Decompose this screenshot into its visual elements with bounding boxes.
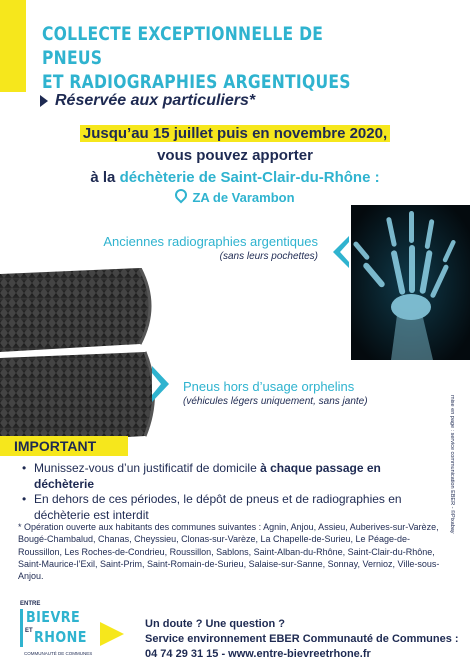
xray-note: (sans leurs pochettes) bbox=[219, 251, 318, 262]
date-highlight: Jusqu’au 15 juillet puis en novembre 2020, bbox=[80, 125, 390, 142]
bullet-2-text: En dehors de ces périodes, le dépôt de pneus et de radiographies en déchèterie est interdit bbox=[34, 492, 402, 522]
xray-hand-image bbox=[351, 205, 470, 360]
yellow-strip bbox=[0, 0, 26, 92]
page-title bbox=[42, 22, 370, 94]
important-banner bbox=[0, 436, 128, 456]
logo-top: ENTRE bbox=[20, 601, 41, 607]
chevron-right-icon bbox=[152, 366, 169, 402]
location bbox=[0, 190, 470, 205]
contact-question: Un doute ? Une question ? bbox=[145, 618, 285, 630]
logo-tagline: COMMUNAUTÉ DE COMMUNES bbox=[24, 651, 93, 656]
tires-note: (véhicules légers uniquement, sans jante) bbox=[183, 396, 368, 407]
title-line-2: ET RADIOGRAPHIES ARGENTIQUES bbox=[42, 71, 351, 93]
intro-line-3 bbox=[0, 169, 470, 186]
tires-label-block bbox=[183, 379, 368, 407]
list-item bbox=[20, 492, 440, 523]
subtitle-text: Réservée aux particuliers* bbox=[55, 92, 256, 109]
logo-et: ET bbox=[25, 628, 33, 634]
contact-service: Service environnement EBER Communauté de Communes : bbox=[145, 633, 459, 645]
chevron-right-icon bbox=[40, 95, 48, 107]
list-item bbox=[20, 461, 440, 492]
logo-word-2: RHONE bbox=[34, 628, 87, 646]
location-text: ZA de Varambon bbox=[192, 190, 295, 205]
important-list bbox=[20, 461, 440, 523]
bullet-1-text: Munissez-vous d’un justificatif de domicile bbox=[34, 461, 261, 475]
tires-label: Pneus hors d’usage orphelins bbox=[183, 379, 355, 394]
bullet-1-strong: à chaque passage en déchèterie bbox=[34, 461, 381, 491]
contact-phone-web[interactable]: 04 74 29 31 15 - www.entre-bievreetrhone.fr bbox=[145, 648, 371, 660]
chevron-left-icon bbox=[333, 236, 349, 268]
contact-block bbox=[145, 617, 465, 662]
date-line bbox=[0, 125, 470, 142]
important-heading: IMPORTANT bbox=[14, 438, 97, 454]
intro-line-3-prefix: à la bbox=[90, 169, 120, 186]
dechetterie-name: déchèterie de Saint-Clair-du-Rhône : bbox=[119, 169, 380, 186]
eber-logo bbox=[20, 601, 93, 665]
photo-credit: mise en page : service communication EBER - ©Pixabay bbox=[449, 395, 455, 534]
subtitle bbox=[40, 92, 255, 110]
footnote: * Opération ouverte aux habitants des communes suivantes : Agnin, Anjou, Assieu, Auberives-sur-Varèze, Bougé-Chambalud, Chanas, Cheyssieu, Clonas-sur-Varèze, La Chapelle-de-Surieu, Le Péage-de-Roussillon, Les Roches-de-Condrieu, Roussillon, Sablons, Saint-Alban-du-Rhône, Saint-Clair-du-Rhône, Saint-Maurice-l’Exil, Saint-Prim, Saint-Romain-de-Surieu, Salaise-sur-Sanne, Sonnay, Vernioz, Ville-sous-Anjou. bbox=[18, 522, 440, 582]
logo-bar bbox=[20, 609, 23, 647]
intro-line-2: vous pouvez apporter bbox=[157, 147, 313, 164]
map-pin-icon bbox=[173, 187, 190, 204]
title-line-1: COLLECTE EXCEPTIONNELLE DE PNEUS bbox=[42, 23, 324, 69]
logo-word-1: BIEVRE bbox=[26, 608, 81, 626]
chevron-right-icon bbox=[100, 622, 124, 646]
tires-image bbox=[0, 268, 160, 446]
xray-label: Anciennes radiographies argentiques bbox=[103, 234, 318, 249]
xray-label-block bbox=[60, 234, 318, 262]
